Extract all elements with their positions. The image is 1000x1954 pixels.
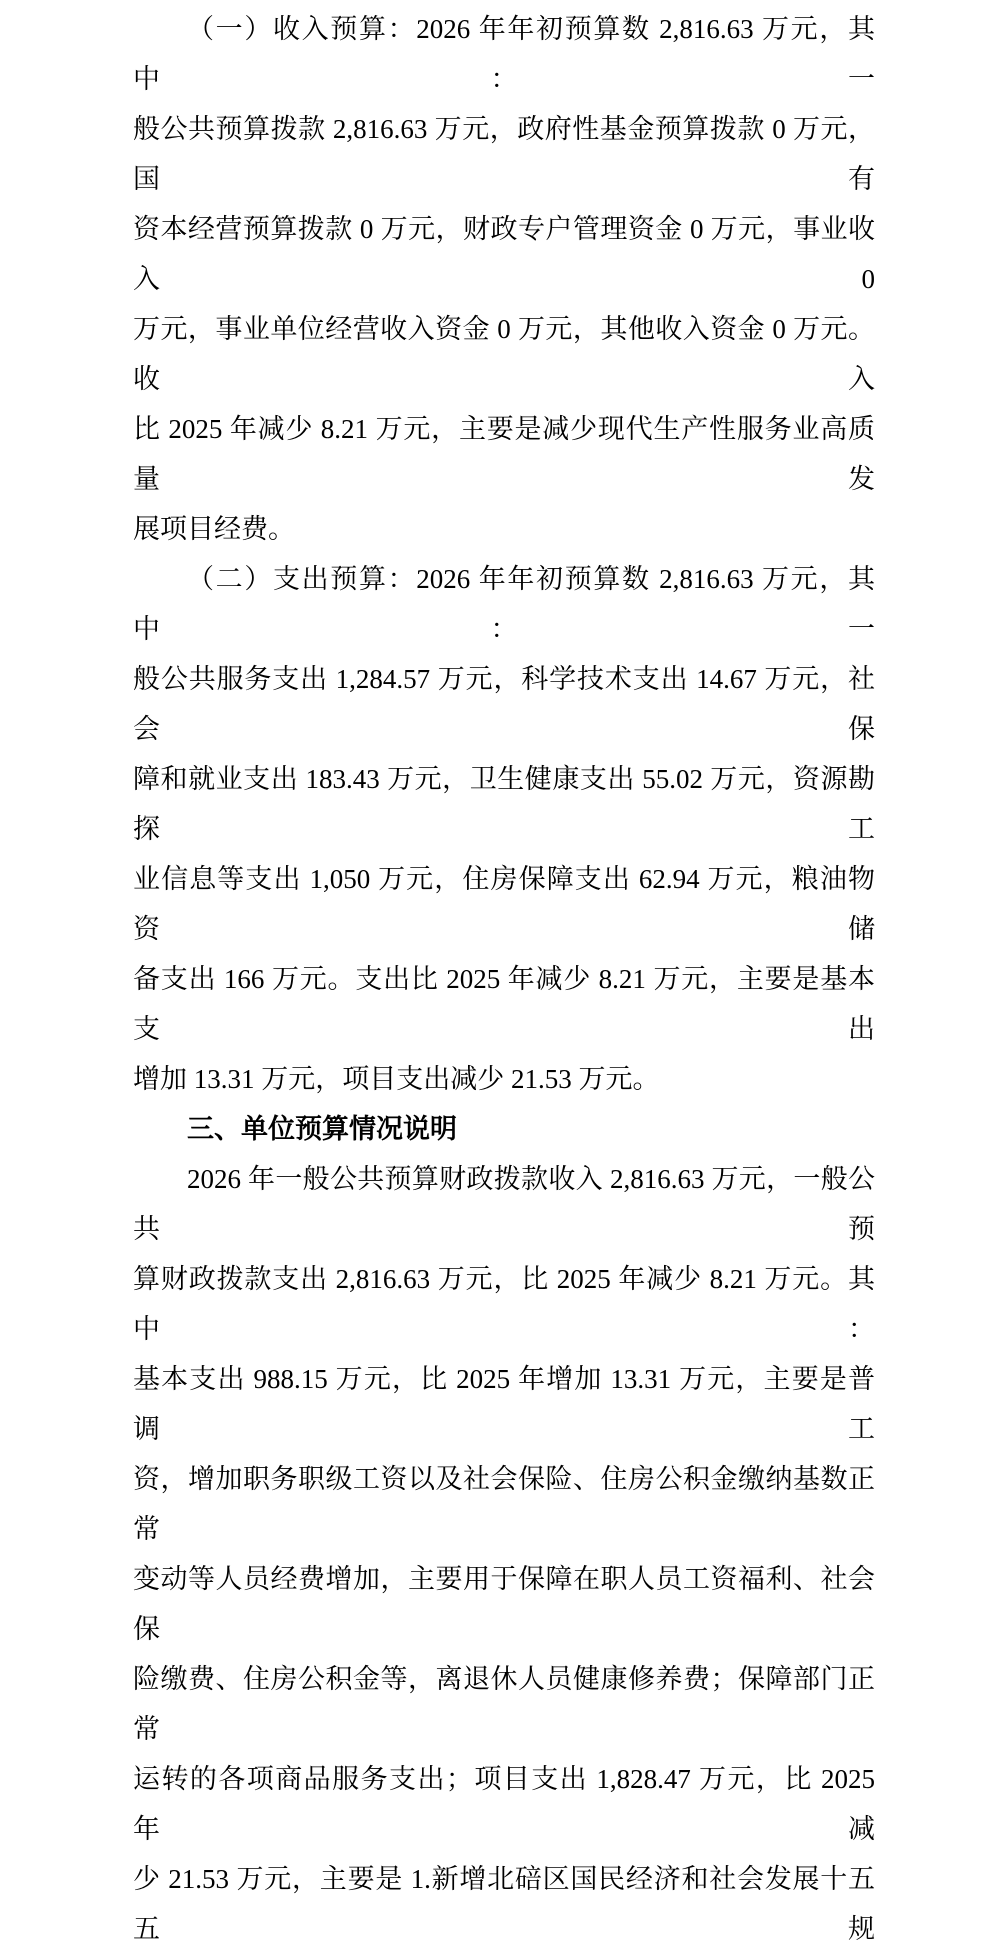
document-line: 万元，事业单位经营收入资金 0 万元，其他收入资金 0 万元。收入 <box>133 314 875 394</box>
document-line: 2026 年一般公共预算财政拨款收入 2,816.63 万元，一般公共预 <box>133 1164 875 1244</box>
document-body <box>133 4 875 1954</box>
section-heading-unit-budget <box>133 1104 875 1154</box>
document-line: 资，增加职务职级工资以及社会保险、住房公积金缴纳基数正常 <box>133 1464 875 1544</box>
document-line: 基本支出 988.15 万元，比 2025 年增加 13.31 万元，主要是普调工 <box>133 1364 875 1444</box>
document-line: 增加 13.31 万元，项目支出减少 21.53 万元。 <box>133 1064 660 1094</box>
document-line: 般公共服务支出 1,284.57 万元，科学技术支出 14.67 万元，社会保 <box>133 664 875 744</box>
document-line: 运转的各项商品服务支出；项目支出 1,828.47 万元，比 2025 年减 <box>133 1764 875 1844</box>
document-line: 障和就业支出 183.43 万元，卫生健康支出 55.02 万元，资源勘探工 <box>133 764 875 844</box>
document-line: 算财政拨款支出 2,816.63 万元，比 2025 年减少 8.21 万元。其中： <box>133 1264 875 1344</box>
document-line: 展项目经费。 <box>133 514 295 544</box>
unit-budget-detail-paragraph <box>133 1154 875 1954</box>
expenditure-budget-paragraph <box>133 554 875 1104</box>
document-line: 资本经营预算拨款 0 万元，财政专户管理资金 0 万元，事业收入 0 <box>133 214 875 294</box>
document-line: 备支出 166 万元。支出比 2025 年减少 8.21 万元，主要是基本支出 <box>133 964 875 1044</box>
document-line: 般公共预算拨款 2,816.63 万元，政府性基金预算拨款 0 万元，国有 <box>133 114 875 194</box>
document-line: 变动等人员经费增加，主要用于保障在职人员工资福利、社会保 <box>133 1564 875 1644</box>
section-heading-text: 三、单位预算情况说明 <box>187 1114 457 1144</box>
document-line: （二）支出预算：2026 年年初预算数 2,816.63 万元，其中：一 <box>133 564 875 644</box>
income-budget-paragraph <box>133 4 875 554</box>
document-line: （一）收入预算：2026 年年初预算数 2,816.63 万元，其中：一 <box>133 14 875 94</box>
document-line: 险缴费、住房公积金等，离退休人员健康修养费；保障部门正常 <box>133 1664 875 1744</box>
document-line: 比 2025 年减少 8.21 万元，主要是减少现代生产性服务业高质量发 <box>133 414 875 494</box>
document-line: 业信息等支出 1,050 万元，住房保障支出 62.94 万元，粮油物资储 <box>133 864 875 944</box>
document-line: 少 21.53 万元，主要是 1.新增北碚区国民经济和社会发展十五五规 <box>133 1864 875 1944</box>
